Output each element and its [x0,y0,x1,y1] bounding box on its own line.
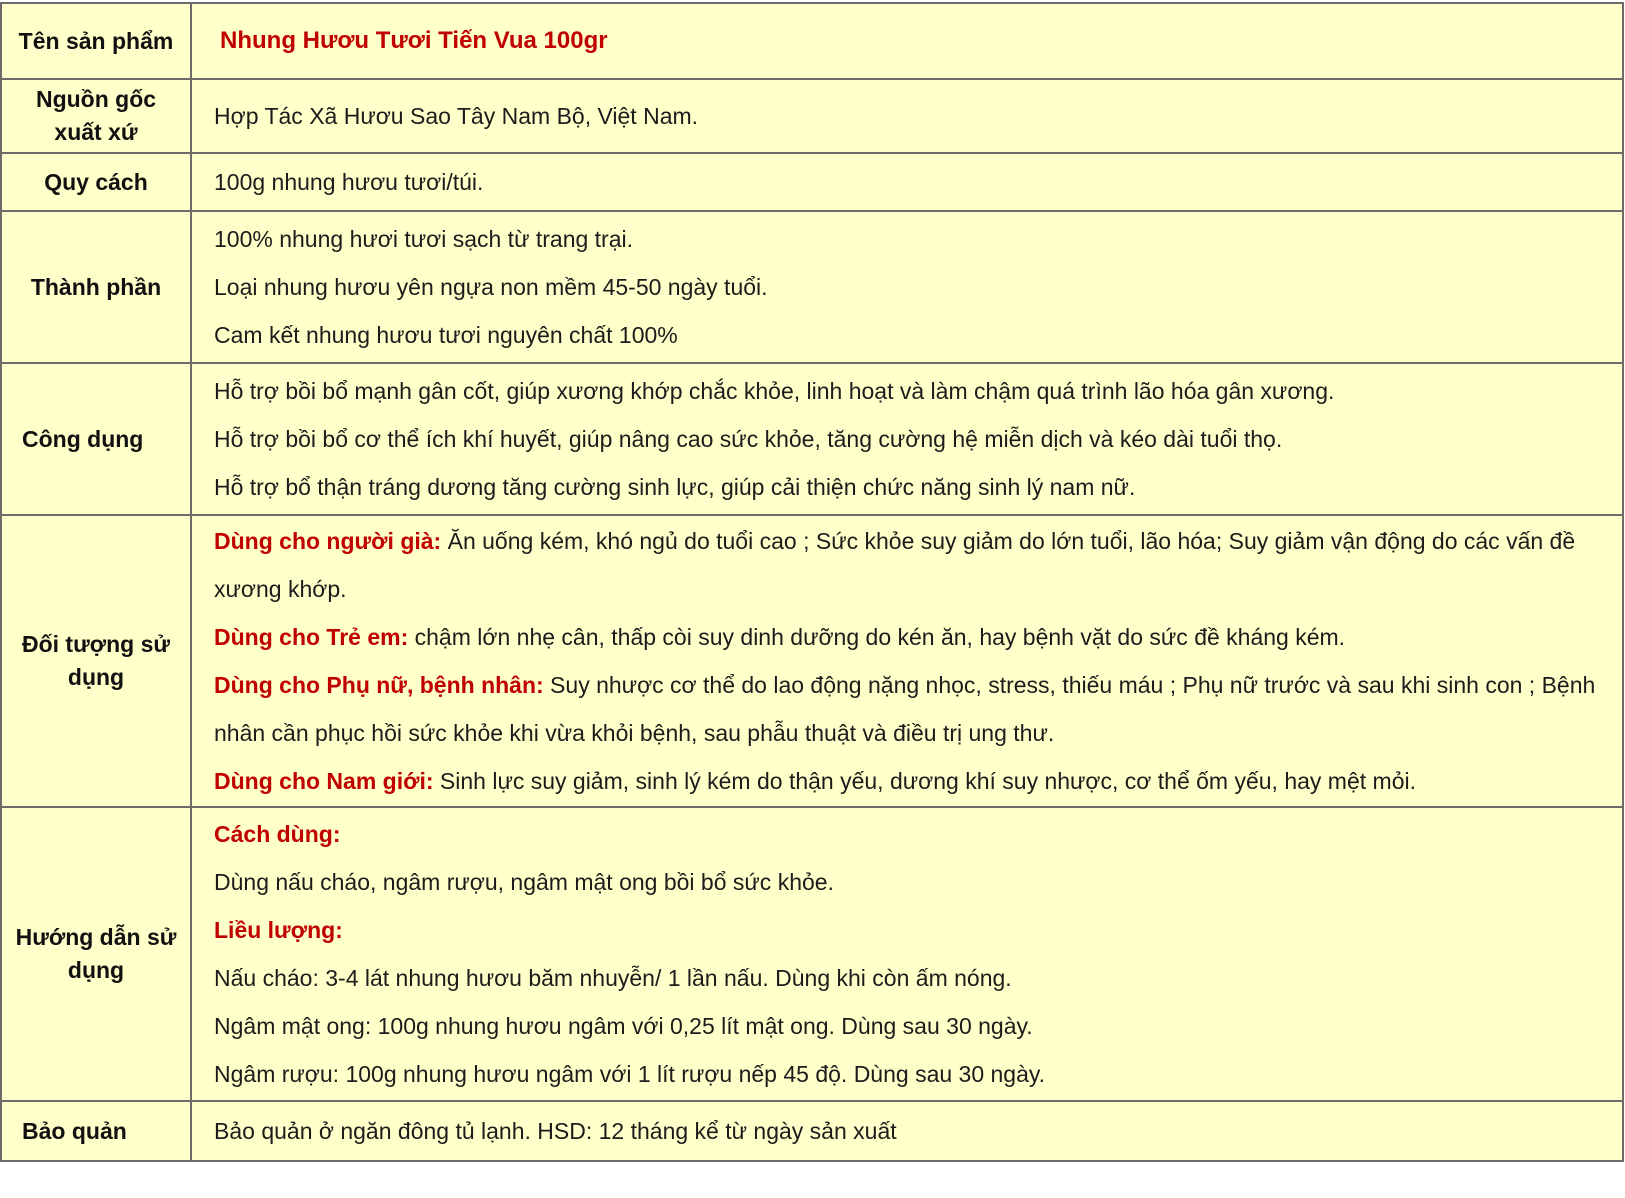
product-spec-table [0,2,1624,1162]
row-origin [1,79,1623,153]
usage-text: Dùng nấu cháo, ngâm rượu, ngâm mật ong bồi bổ sức khỏe. [214,869,834,895]
target-text: Sinh lực suy giảm, sinh lý kém do thận yếu, dương khí suy nhược, cơ thể ốm yếu, hay mệt mỏi. [433,768,1416,794]
target-heading: Dùng cho Trẻ em: [214,624,409,650]
row-ingredients [1,211,1623,363]
row-uses [1,363,1623,515]
value-ingredients [191,211,1623,363]
ingredient-line: 100% nhung hươi tươi sạch từ trang trại. [214,226,634,252]
row-usage-guide [1,807,1623,1101]
row-storage [1,1101,1623,1161]
dose-line: Nấu cháo: 3-4 lát nhung hươu băm nhuyễn/ 1 lần nấu. Dùng khi còn ấm nóng. [214,965,1012,991]
label-packaging: Quy cách [1,153,191,211]
product-spec-sheet [0,2,1624,1162]
label-ingredients: Thành phần [1,211,191,363]
use-line: Hỗ trợ bổ thận tráng dương tăng cường sinh lực, giúp cải thiện chức năng sinh lý nam nữ. [214,474,1136,500]
dose-heading: Liều lượng: [214,917,343,943]
target-item [214,613,1602,661]
dose-line: Ngâm rượu: 100g nhung hươu ngâm với 1 lít rượu nếp 45 độ. Dùng sau 30 ngày. [214,1061,1046,1087]
row-product-name [1,3,1623,79]
value-origin [191,79,1623,153]
packaging-text: 100g nhung hươu tươi/túi. [214,169,484,195]
value-packaging [191,153,1623,211]
label-origin: Nguồn gốc xuất xứ [1,79,191,153]
target-item [214,661,1602,757]
target-text: chậm lớn nhẹ cân, thấp còi suy dinh dưỡng do kén ăn, hay bệnh vặt do sức đề kháng kém. [408,624,1346,650]
row-target-users [1,515,1623,807]
storage-text: Bảo quản ở ngăn đông tủ lạnh. HSD: 12 tháng kể từ ngày sản xuất [214,1118,897,1144]
origin-text: Hợp Tác Xã Hươu Sao Tây Nam Bộ, Việt Nam. [214,103,699,129]
target-item [214,757,1602,805]
target-heading: Dùng cho Phụ nữ, bệnh nhân: [214,672,544,698]
ingredient-line: Cam kết nhung hươu tươi nguyên chất 100% [214,322,678,348]
label-usage-guide: Hướng dẫn sử dụng [1,807,191,1101]
target-heading: Dùng cho Nam giới: [214,768,434,794]
value-target-users [191,515,1623,807]
target-text: Ăn uống kém, khó ngủ do tuổi cao ; Sức khỏe suy giảm do lớn tuổi, lão hóa; Suy giảm vận động do các vấn đề xương khớp. [214,528,1576,602]
ingredient-line: Loại nhung hươu yên ngựa non mềm 45-50 ngày tuổi. [214,274,768,300]
usage-heading: Cách dùng: [214,821,341,847]
target-text: Suy nhược cơ thể do lao động nặng nhọc, stress, thiếu máu ; Phụ nữ trước và sau khi sinh con ; Bệnh nhân cần phục hồi sức khỏe khi vừa khỏi bệnh, sau phẫu thuật và điều trị ung thư. [214,672,1596,746]
label-target-users: Đối tượng sử dụng [1,515,191,807]
label-uses: Công dụng [1,363,191,515]
value-usage-guide [191,807,1623,1101]
use-line: Hỗ trợ bồi bổ mạnh gân cốt, giúp xương khớp chắc khỏe, linh hoạt và làm chậm quá trình lão hóa gân xương. [214,378,1335,404]
target-heading: Dùng cho người già: [214,528,442,554]
value-storage [191,1101,1623,1161]
label-storage: Bảo quản [1,1101,191,1161]
row-packaging [1,153,1623,211]
value-uses [191,363,1623,515]
dose-line: Ngâm mật ong: 100g nhung hươu ngâm với 0,25 lít mật ong. Dùng sau 30 ngày. [214,1013,1033,1039]
product-name-text: Nhung Hươu Tươi Tiến Vua 100gr [220,27,608,54]
use-line: Hỗ trợ bồi bổ cơ thể ích khí huyết, giúp nâng cao sức khỏe, tăng cường hệ miễn dịch và kéo dài tuổi thọ. [214,426,1283,452]
value-product-name [191,3,1623,79]
target-item [214,517,1602,613]
label-product-name: Tên sản phẩm [1,3,191,79]
